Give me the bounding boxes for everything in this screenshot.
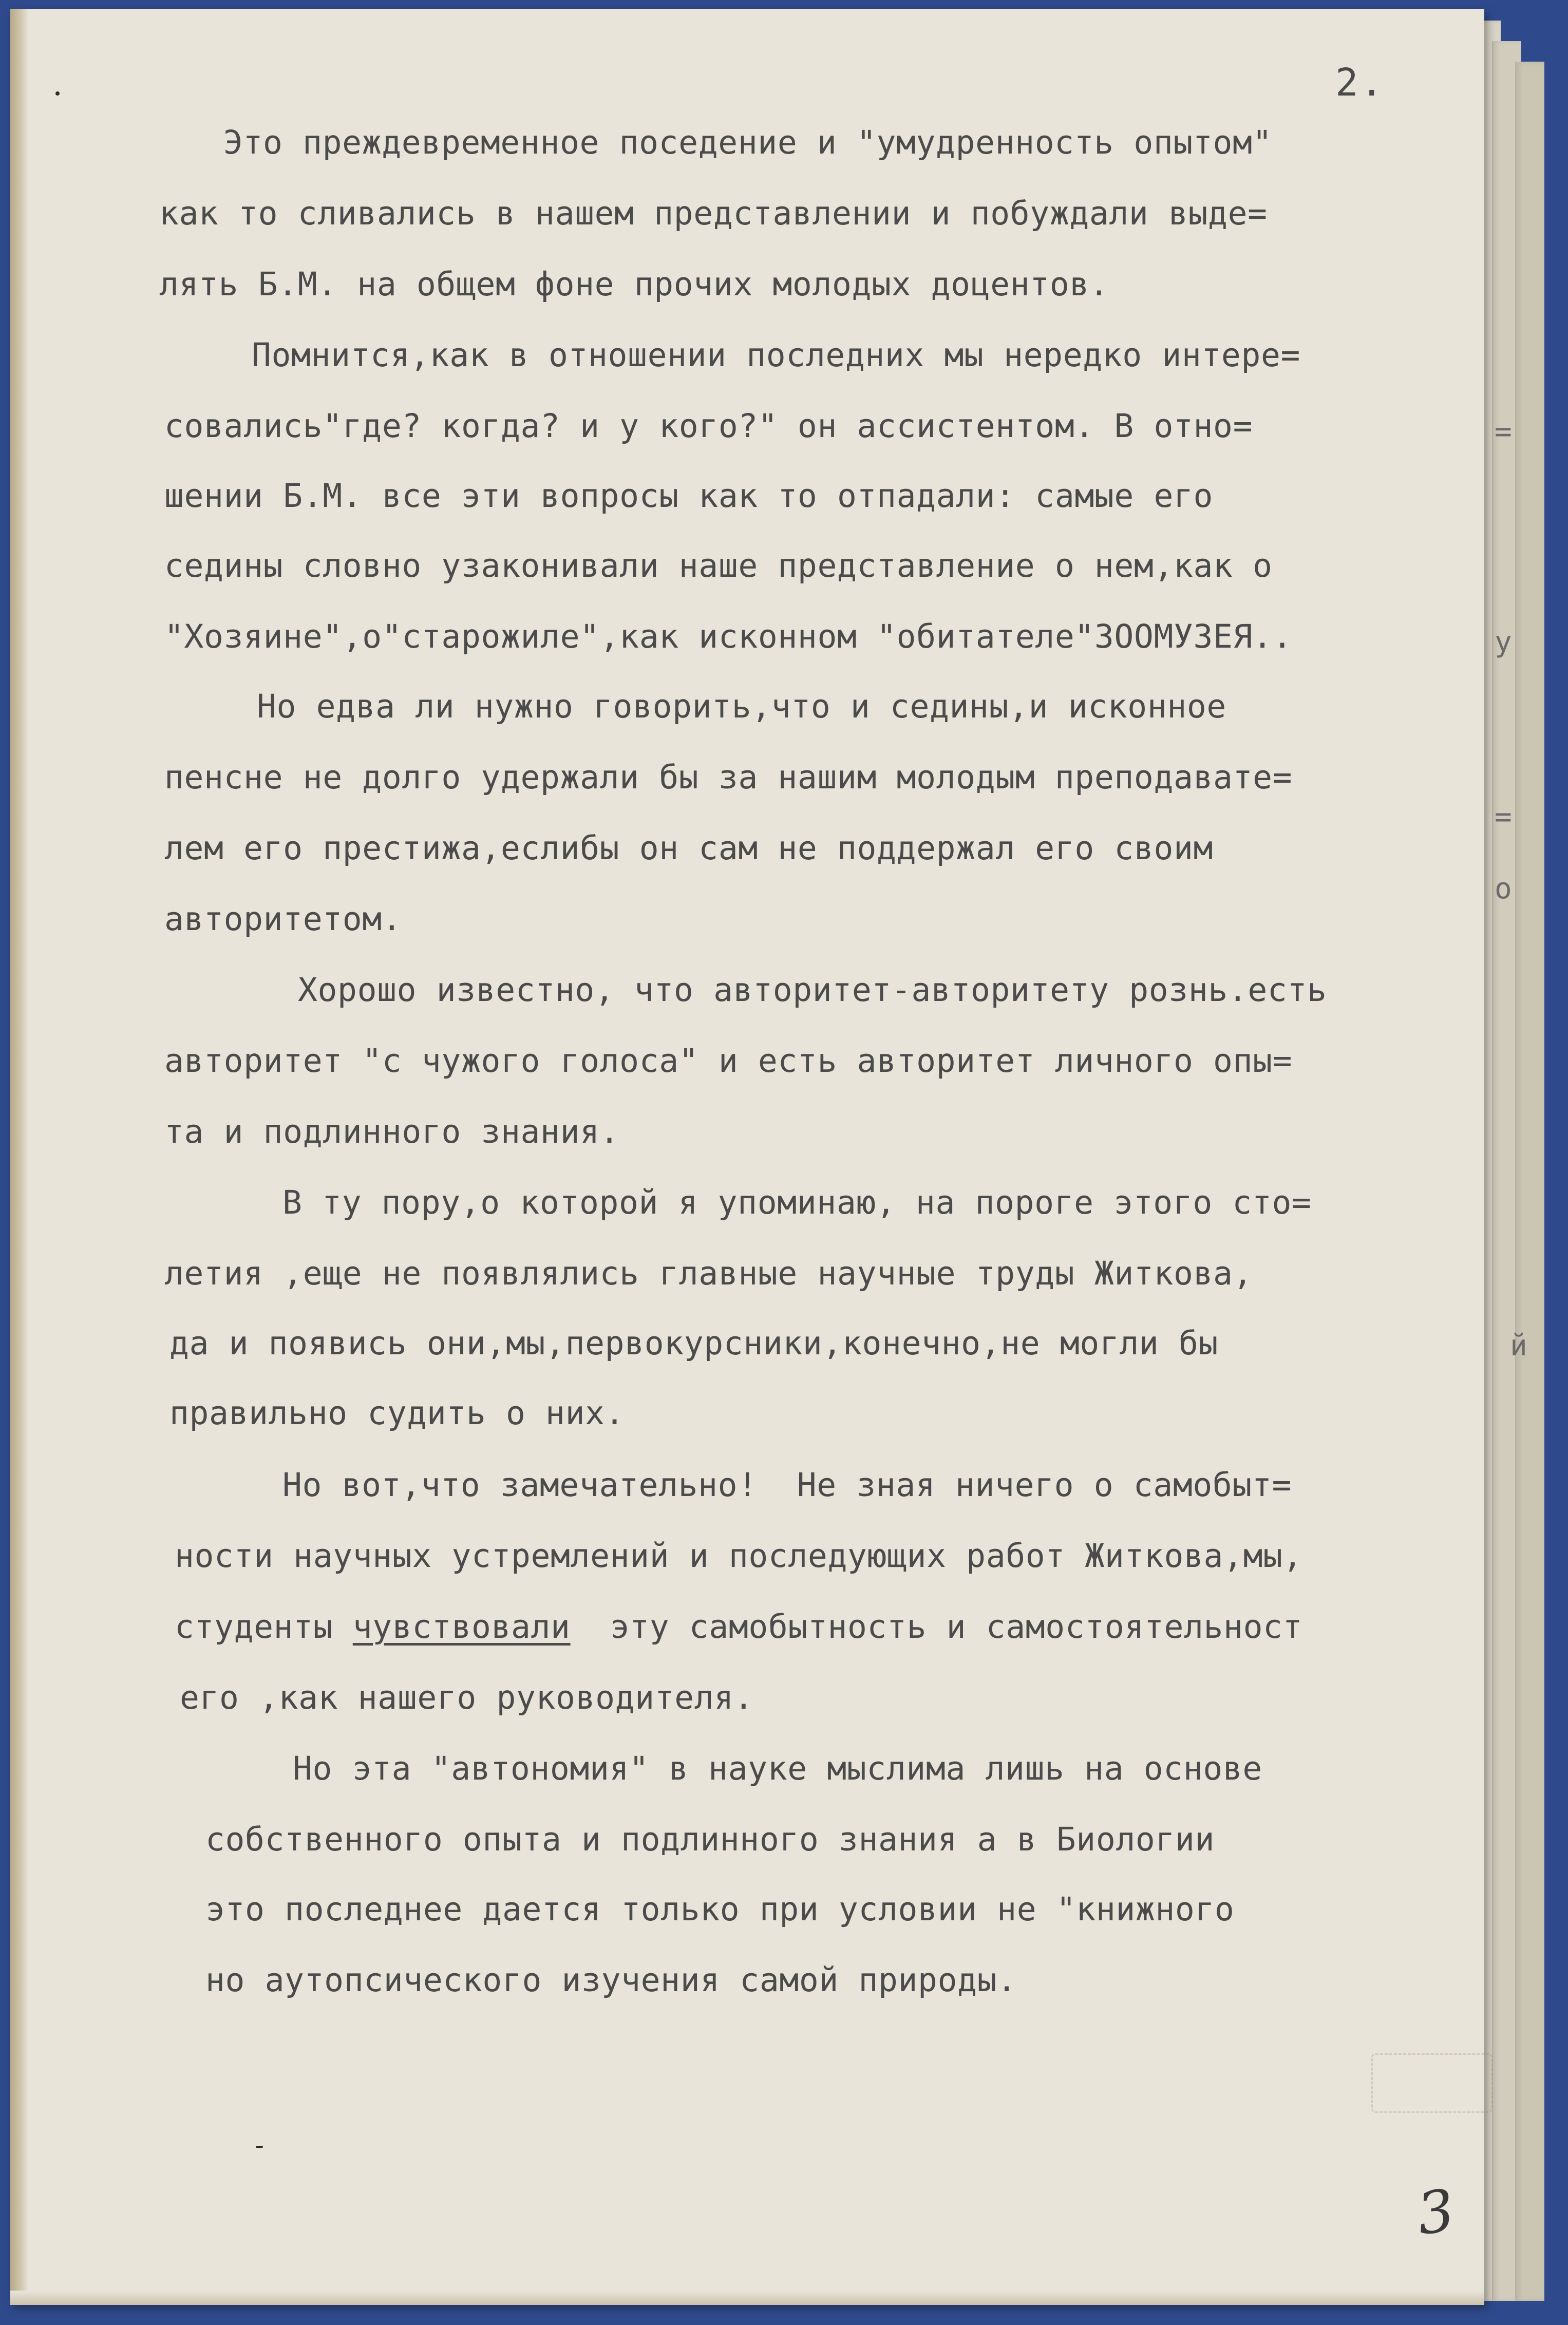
text-line: Помнится,как в отношении последних мы нередко интере= bbox=[252, 336, 1301, 374]
text-fragment: эту самобытность и самостоятельност bbox=[570, 1608, 1303, 1646]
text-line: как то сливались в нашем представлении и побуждали выде= bbox=[159, 195, 1268, 232]
margin-mark: о bbox=[1495, 872, 1512, 905]
text-line: Но эта "автономия" в науке мыслима лишь на основе bbox=[293, 1750, 1262, 1787]
document-page bbox=[10, 9, 1527, 2305]
text-line: его ,как нашего руководителя. bbox=[180, 1679, 754, 1716]
text-line: "Хозяине",о"старожиле",как исконном "обитателе"ЗООМУЗЕЯ.. bbox=[164, 618, 1293, 655]
text-fragment: студенты bbox=[175, 1608, 353, 1646]
text-line: лем его престижа,еслибы он сам не поддержал его своим bbox=[164, 829, 1214, 867]
handwritten-folio-number: 3 bbox=[1413, 2177, 1459, 2248]
margin-mark: у bbox=[1495, 626, 1512, 659]
text-line: да и появись они,мы,первокурсники,конечно,не могли бы bbox=[169, 1325, 1219, 1362]
text-line: летия ,еще не появлялись главные научные труды Житкова, bbox=[164, 1255, 1253, 1292]
binding-fold bbox=[10, 9, 29, 2305]
text-line: седины словно узаконивали наше представление о нем,как о bbox=[164, 547, 1273, 584]
text-line: лять Б.М. на общем фоне прочих молодых доцентов. bbox=[159, 266, 1109, 303]
text-line: та и подлинного знания. bbox=[164, 1113, 620, 1150]
text-line: Но вот,что замечательно! Не зная ничего о самобыт= bbox=[282, 1466, 1292, 1504]
text-line: собственного опыта и подлинного знания а в Биологии bbox=[205, 1821, 1215, 1858]
ink-speck bbox=[256, 2146, 263, 2148]
bottom-fold bbox=[10, 2291, 1484, 2305]
text-line: это последнее дается только при условии не "книжного bbox=[205, 1891, 1235, 1928]
text-line: совались"где? когда? и у кого?" он ассистентом. В отно= bbox=[164, 407, 1253, 445]
text-line bbox=[175, 1606, 1302, 1648]
page-stack-edge-3 bbox=[1515, 62, 1544, 2301]
underlined-word: чувствовали bbox=[352, 1608, 571, 1646]
text-line: авторитет "с чужого голоса" и есть авторитет личного опы= bbox=[164, 1042, 1293, 1080]
page-number: 2. bbox=[1335, 61, 1386, 105]
text-line: В ту пору,о которой я упоминаю, на пороге этого сто= bbox=[282, 1184, 1312, 1221]
text-line: шении Б.М. все эти вопросы как то отпадали: самые его bbox=[164, 477, 1214, 515]
text-line: но аутопсического изучения самой природы. bbox=[205, 1961, 1017, 1999]
margin-mark: = bbox=[1495, 415, 1512, 448]
text-line: пенсне не долго удержали бы за нашим молодым преподавате= bbox=[164, 759, 1293, 796]
ink-speck bbox=[55, 91, 60, 96]
text-line: Хорошо известно, что авторитет-авторитету рознь.есть bbox=[298, 971, 1327, 1009]
text-line: правильно судить о них. bbox=[169, 1394, 625, 1432]
text-line: ности научных устремлений и последующих работ Житкова,мы, bbox=[175, 1537, 1303, 1575]
faint-stamp bbox=[1371, 2053, 1493, 2113]
text-line: Но едва ли нужно говорить,что и седины,и исконное bbox=[257, 688, 1226, 725]
margin-mark: = bbox=[1495, 800, 1512, 834]
text-line: Это преждевременное поседение и "умудренность опытом" bbox=[223, 124, 1273, 161]
text-line: авторитетом. bbox=[164, 900, 402, 938]
margin-mark: й bbox=[1510, 1329, 1527, 1363]
